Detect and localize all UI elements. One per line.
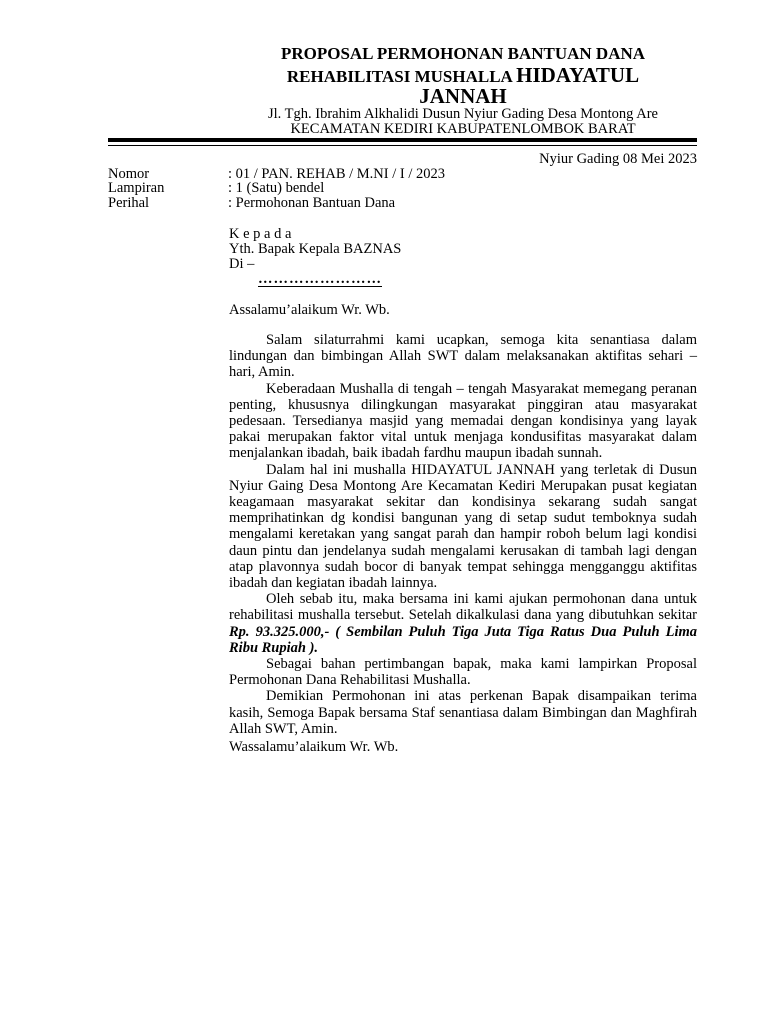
recipient-di: Di –	[229, 256, 255, 272]
paragraph-6: Demikian Permohonan ini atas perkenan Bapak disampaikan terima kasih, Semoga Bapak bersama Staf senantiasa dalam Bimbingan dan Maghfirah Allah SWT, Amin.	[229, 688, 697, 737]
meta-value-nomor: : 01 / PAN. REHAB / M.NI / I / 2023	[228, 166, 445, 182]
meta-value-lampiran: : 1 (Satu) bendel	[228, 180, 325, 196]
header-rule-thin	[108, 145, 697, 146]
title-line-2-big: HIDAYATUL	[516, 63, 640, 87]
letter-body	[229, 332, 697, 737]
meta-label-nomor: Nomor	[108, 166, 150, 182]
header-rule-thick	[108, 138, 697, 142]
paragraph-4-amount: Rp. 93.325.000,- ( Sembilan Puluh Tiga Juta Tiga Ratus Dua Puluh Lima Ribu Rupiah ).	[229, 623, 697, 656]
address-line-2: KECAMATAN KEDIRI KABUPATENLOMBOK BARAT	[290, 121, 636, 137]
closing: Wassalamu’alaikum Wr. Wb.	[229, 739, 399, 755]
recipient-kepada: K e p a d a	[229, 226, 292, 242]
greeting: Assalamu’alaikum Wr. Wb.	[229, 302, 390, 318]
paragraph-1: Salam silaturrahmi kami ucapkan, semoga kita senantiasa dalam lindungan dan bimbingan Allah SWT dalam melaksanakan aktifitas sehari – hari, Amin.	[229, 332, 697, 381]
paragraph-5: Sebagai bahan pertimbangan bapak, maka kami lampirkan Proposal Permohonan Dana Rehabilitasi Mushalla.	[229, 656, 697, 689]
meta-label-perihal: Perihal	[108, 195, 150, 211]
paragraph-4-text: Oleh sebab itu, maka bersama ini kami ajukan permohonan dana untuk rehabilitasi mushalla tersebut. Setelah dikalkulasi dana yang dibutuhkan sekitar	[229, 591, 697, 624]
recipient-dots: ……………………	[258, 271, 382, 287]
paragraph-4	[229, 591, 697, 656]
title-line-1: PROPOSAL PERMOHONAN BANTUAN DANA	[280, 44, 646, 63]
paragraph-3: Dalam hal ini mushalla HIDAYATUL JANNAH yang terletak di Dusun Nyiur Gaing Desa Montong Are Kecamatan Kediri Merupakan pusat kegiatan keagamaan masyarakat sekitar dan kondisinya sekarang sudah sangat memprihatinkan dg kondisi bangunan yang di setap sudut temboknya sudah mengalami keretakan yang sangat parah dan hampir roboh belum lagi kondisi daun pintu dan jendelanya sudah mengalami kerusakan di tambah lagi dengan atap plavonnya sudah bocor di banyak tempat sehingga mengganggu aktifitas ibadah dan kegiatan ibadah lainnya.	[229, 461, 697, 592]
recipient-yth: Yth. Bapak Kepala BAZNAS	[229, 241, 402, 257]
meta-value-perihal: : Permohonan Bantuan Dana	[228, 195, 396, 211]
letter-date: Nyiur Gading 08 Mei 2023	[539, 151, 697, 167]
meta-label-lampiran: Lampiran	[108, 180, 165, 196]
paragraph-2: Keberadaan Mushalla di tengah – tengah Masyarakat memegang peranan penting, khususnya dilingkungan masyarakat pinggiran atau masyarakat pedesaan. Tersedianya masjid yang memadai dengan kondisinya yang layak pakai merupakan faktor vital untuk menjaga kondusifitas masyarakat dalam menjalankan ibadah, baik ibadah fardhu maupun ibadah sunnah.	[229, 380, 697, 462]
title-line-3: JANNAH	[419, 84, 507, 108]
title-line-2-prefix: REHABILITASI MUSHALLA	[286, 67, 517, 86]
address-line-1: Jl. Tgh. Ibrahim Alkhalidi Dusun Nyiur Gading Desa Montong Are	[268, 106, 658, 122]
